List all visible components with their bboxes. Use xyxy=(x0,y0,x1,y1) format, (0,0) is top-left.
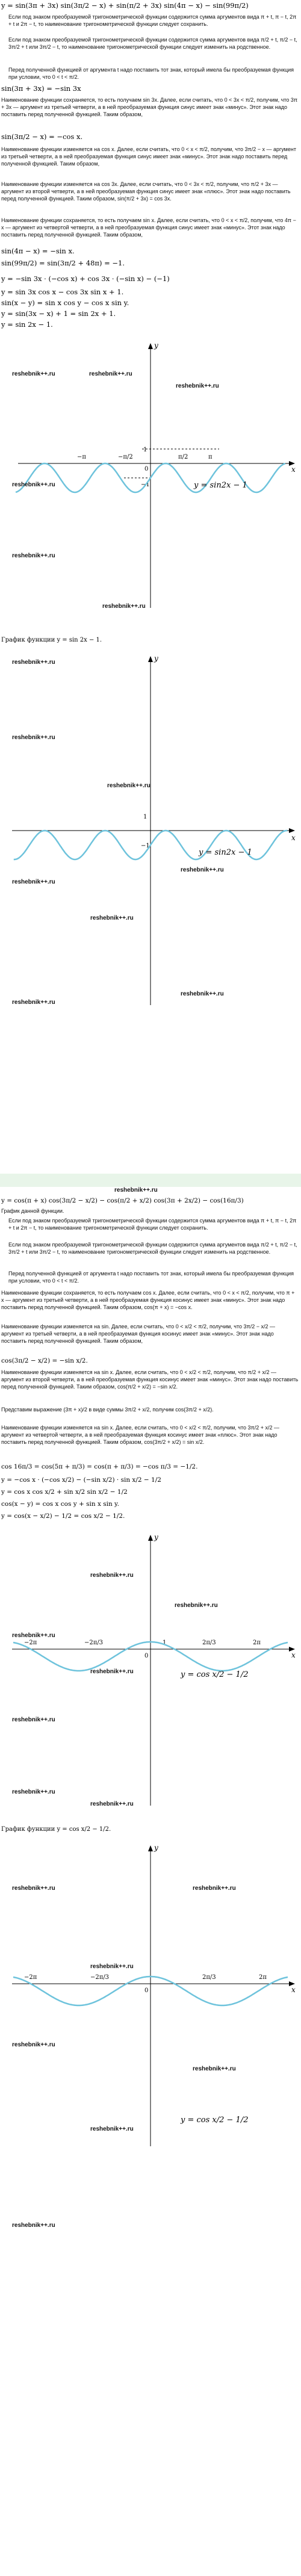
section-separator xyxy=(0,1174,301,1187)
graph1-xtick-1: −π xyxy=(77,454,86,460)
graph2-y-arrow-icon xyxy=(148,656,153,662)
graph3-xtick-1: −2π xyxy=(24,1639,37,1646)
watermark: reshebnik++.ru xyxy=(12,1885,55,1892)
graph3-xtick-6: 2π xyxy=(253,1639,261,1646)
part2-line-11: y = cos(x − x/2) − 1/2 = cos x/2 − 1/2. xyxy=(1,1512,125,1520)
graph2-x-label: x xyxy=(291,834,296,842)
watermark: reshebnik++.ru xyxy=(90,1668,134,1675)
graph3-x-label: x xyxy=(291,1651,296,1659)
part2-section xyxy=(0,1187,301,2571)
watermark: reshebnik++.ru xyxy=(193,1885,236,1892)
watermark: reshebnik++.ru xyxy=(89,371,132,377)
graph1 xyxy=(0,337,301,620)
part1-section xyxy=(0,0,301,1174)
part2-line-5: Представим выражение (3π + x)/2 в виде суммы 3π/2 + x/2, получим cos(3π/2 + x/2). xyxy=(1,1407,214,1413)
watermark: reshebnik++.ru xyxy=(181,991,224,997)
part1-line-6: Наименование функции сохраняется, то есть получаем sin x. Далее, если считать, что 0 < x < π/2, получим, что 4π − x — аргумент из четвертой четверти, а в ней преобразуемая функция синус имеет знак «минус». Этот знак надо поставить перед полученной функцией. Таким образом, xyxy=(1,217,296,238)
graph1-x-label: x xyxy=(291,465,296,474)
part2-line-3: cos(3π/2 − x/2) = −sin x/2. xyxy=(1,1357,88,1364)
part1-line-9: y = −sin 3x · (−cos x) + cos 3x · (−sin x) − (−1) xyxy=(1,274,170,283)
watermark: reshebnik++.ru xyxy=(90,1963,134,1970)
part2-line-6: Наименование функции изменяется на sin x. Далее, если считать, что 0 < x/2 < π/2, получим, что 3π/2 + x/2 — аргумент из четвертой четверти, а в ней преобразуемая функция косинус имеет знак «плюс». Этот знак надо поставить перед полученной функцией. Таким образом, cos(3π/2 + x/2) = sin x/2. xyxy=(1,1425,279,1445)
watermark: reshebnik++.ru xyxy=(12,999,55,1006)
graph4-xtick-5: 2π/3 xyxy=(202,1974,216,1981)
graph3-xtick-3: 0 xyxy=(144,1653,149,1659)
part1-line-11: sin(x − y) = sin x cos y − cos x sin y. xyxy=(1,299,129,307)
part1-caption: График функции y = sin 2x − 1. xyxy=(1,637,102,643)
watermark: reshebnik++.ru xyxy=(12,2042,55,2048)
graph1-formula: y = sin2x − 1 xyxy=(194,481,247,490)
part1-line-1: sin(3π + 3x) = −sin 3x xyxy=(1,84,81,93)
graph3 xyxy=(0,1529,301,1812)
graph3-xtick-2: −2π/3 xyxy=(84,1639,104,1646)
graph3-y-label: y xyxy=(154,1533,158,1541)
part2-line-9: y = cos x cos x/2 + sin x/2 sin x/2 − 1/2 xyxy=(1,1488,128,1496)
part1-equation: y = sin(3π + 3x) sin(3π/2 − x) + sin(π/2 + 3x) sin(4π − x) − sin(99π/2) xyxy=(1,1,249,10)
watermark: reshebnik++.ru xyxy=(107,782,150,789)
part1-line-2: Наименование функции сохраняется, то есть получаем sin 3x. Далее, если считать, что 0 < 3x < π/2, получим, что 3π + 3x — аргумент из третьей четверти, а в ней преобразуемая функция синус имеет знак «минус». Этот знак надо поставить перед полученной функцией. Таким образом, xyxy=(1,97,298,117)
graph3-formula: y = cos x/2 − 1/2 xyxy=(181,1670,249,1679)
watermark: reshebnik++.ru xyxy=(193,2066,236,2072)
watermark: reshebnik++.ru xyxy=(90,1572,134,1579)
watermark: reshebnik++.ru xyxy=(12,553,55,559)
graph2 xyxy=(0,650,301,1011)
watermark: reshebnik++.ru xyxy=(12,1717,55,1723)
graph1-xtick-3: 0 xyxy=(144,466,149,472)
graph2-y-label: y xyxy=(154,654,158,663)
watermark: reshebnik++.ru xyxy=(102,603,146,610)
graph1-ytick-2: −1 xyxy=(141,481,150,488)
watermark: reshebnik++.ru xyxy=(12,1632,55,1639)
part2-step-2: Если под знаком преобразуемой тригонометрической функции содержится сумма аргументов вида π/2 + t, π/2 − t, 3π/2 + t или 3π/2 − t, то наименование тригонометрической функции следует изменить на родственное. xyxy=(8,1242,297,1255)
part1-line-10: y = sin 3x cos x − cos 3x sin x + 1. xyxy=(1,288,124,296)
graph1-xtick-4: π/2 xyxy=(178,454,188,460)
part2-line-7: cos 16π/3 = cos(5π + π/3) = cos(π + π/3) = −cos π/3 = −1/2. xyxy=(1,1463,198,1470)
graph4-xtick-3: 0 xyxy=(144,1987,149,1994)
part2-line-1: Наименование функции сохраняется, то есть получаем cos x. Далее, если считать, что 0 < x < π/2, получим, что π + x — аргумент из третьей четверти, а в ней преобразуемая функция косинус имеет знак «минус». Этот знак надо поставить перед полученной функцией. Таким образом, cos(π + x) = −cos x. xyxy=(1,1290,295,1310)
part2-line-10: cos(x − y) = cos x cos y + sin x sin y. xyxy=(1,1500,119,1508)
graph1-y-arrow-icon xyxy=(148,343,153,349)
part2-caption: График функции y = cos x/2 − 1/2. xyxy=(1,1826,111,1833)
graph1-y-label: y xyxy=(154,341,158,350)
watermark: reshebnik++.ru xyxy=(181,867,224,873)
watermark: reshebnik++.ru xyxy=(12,1789,55,1795)
watermark: reshebnik++.ru xyxy=(176,383,219,389)
part2-line-8: y = −cos x · (−cos x/2) − (−sin x/2) · sin x/2 − 1/2 xyxy=(1,1476,161,1484)
part1-line-13: y = sin 2x − 1. xyxy=(1,320,53,329)
watermark: reshebnik++.ru xyxy=(175,1602,218,1609)
watermark: reshebnik++.ru xyxy=(12,734,55,741)
graph4-x-label: x xyxy=(291,1986,296,1994)
graph2-formula: y = sin2x − 1 xyxy=(199,848,252,857)
graph4-formula: y = cos x/2 − 1/2 xyxy=(181,2116,249,2125)
graph1-xtick-2: −π/2 xyxy=(118,454,133,460)
watermark: reshebnik++.ru xyxy=(12,481,55,488)
part2-line-4: Наименование функции изменяется на sin x. Далее, если считать, что 0 < x/2 < π/2, получим, что π/2 + x/2 — аргумент из второй четверти, а в ней преобразуемая функция косинус имеет знак «минус». Этот знак надо поставить перед полученной функцией. Таким образом, cos(π/2 + x/2) = −sin x/2. xyxy=(1,1369,299,1390)
part1-step-2: Если под знаком преобразуемой тригонометрической функции содержится сумма аргументов вида π/2 + t, π/2 − t, 3π/2 + t или 3π/2 − t, то наименование тригонометрической функции следует изменить на родственное. xyxy=(8,37,297,50)
part1-line-7: sin(4π − x) = −sin x. xyxy=(1,247,75,255)
part1-line-8: sin(99π/2) = sin(3π/2 + 48π) = −1. xyxy=(1,259,125,267)
part1-line-3: sin(3π/2 − x) = −cos x. xyxy=(1,132,83,141)
graph1-ytick-1: 1 xyxy=(143,447,147,453)
graph4-y-label: y xyxy=(154,1844,158,1852)
graph4-xtick-1: −2π xyxy=(24,1974,37,1981)
graph2-x-arrow-icon xyxy=(289,828,295,833)
watermark: reshebnik++.ru xyxy=(114,1187,158,1194)
graph4-xtick-6: 2π xyxy=(259,1974,267,1981)
part2-line-2: Наименование функции изменяется на sin. Далее, если считать, что 0 < x/2 < π/2, получим, что 3π/2 − x/2 — аргумент из третьей четверти, а в ней преобразуемая функция косинус имеет знак «минус». Этот знак надо поставить перед полученной функцией. Таким образом, xyxy=(1,1324,275,1344)
watermark: reshebnik++.ru xyxy=(90,915,134,921)
graph3-xtick-5: 2π/3 xyxy=(202,1639,216,1646)
graph3-y-arrow-icon xyxy=(148,1535,153,1541)
part2-equation: y = cos(π + x) cos(3π/2 − x/2) − cos(π/2 + x/2) cos(3π + 2x/2) − cos(16π/3) xyxy=(1,1197,244,1204)
part1-step-3: Перед полученной функцией от аргумента t надо поставить тот знак, который имела бы преобразуемая функция при условии, что 0 < t < π/2. xyxy=(8,67,294,80)
part1-step-1: Если под знаком преобразуемой тригонометрической функции содержится сумма аргументов вида π + t, π − t, 2π + t и 2π − t, то наименование тригонометрической функции следует сохранить. xyxy=(8,14,297,27)
part1-line-5: Наименование функции изменяется на cos 3x. Далее, если считать, что 0 < 3x < π/2, получим, что π/2 + 3x — аргумент из второй четверти, а в ней преобразуемая функция синус имеет знак «плюс». Этот знак надо поставить перед полученной функцией. Таким образом, sin(π/2 + 3x) = cos 3x. xyxy=(1,181,291,202)
graph4-y-arrow-icon xyxy=(148,1845,153,1851)
graph2-ytick-2: −1 xyxy=(141,843,150,849)
watermark: reshebnik++.ru xyxy=(12,371,55,377)
watermark: reshebnik++.ru xyxy=(90,1801,134,1807)
graph1-xtick-5: π xyxy=(208,454,213,460)
part1-line-4: Наименование функции изменяется на cos x. Далее, если считать, что 0 < x < π/2, получим, что 3π/2 − x — аргумент из третьей четверти, а в ней преобразуемая функция синус имеет знак «минус». Этот знак надо поставить перед полученной функцией. Таким образом, xyxy=(1,146,296,167)
graph2-ytick-1: 1 xyxy=(143,814,147,820)
graph4-xtick-2: −2π/3 xyxy=(90,1974,110,1981)
watermark: reshebnik++.ru xyxy=(12,659,55,666)
watermark: reshebnik++.ru xyxy=(90,2126,134,2132)
watermark: reshebnik++.ru xyxy=(12,2222,55,2229)
part2-step-3: Перед полученной функцией от аргумента t надо поставить тот знак, который имела бы преобразуемая функция при условии, что 0 < t < π/2. xyxy=(8,1271,294,1284)
watermark: reshebnik++.ru xyxy=(12,879,55,885)
part2-step-1: Если под знаком преобразуемой тригонометрической функции содержится сумма аргументов вида π + t, π − t, 2π + t и 2π − t, то наименование тригонометрической функции следует сохранить. xyxy=(8,1218,297,1231)
part1-line-12: y = sin(3x − x) + 1 = sin 2x + 1. xyxy=(1,309,116,318)
part2-intro: График данной функции. xyxy=(1,1208,64,1214)
graph3-xtick-4: 1 xyxy=(163,1639,167,1646)
